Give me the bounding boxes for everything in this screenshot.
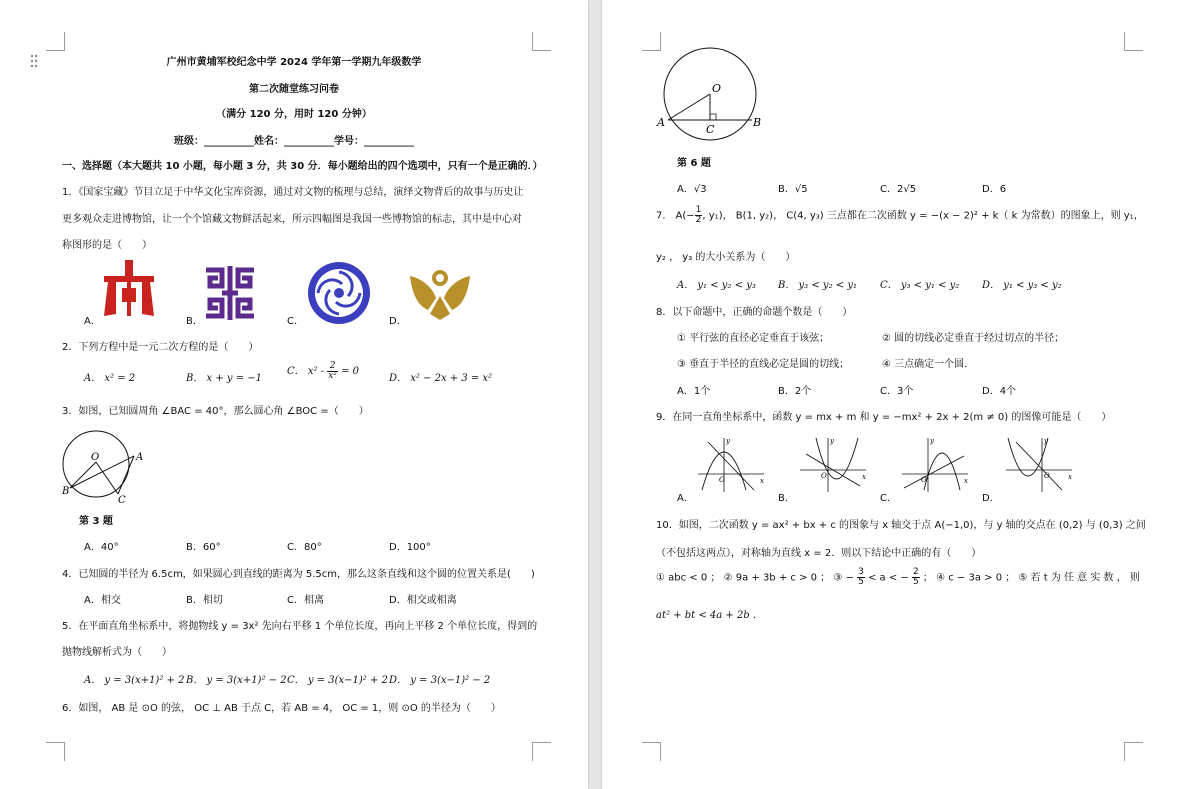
axis-label-x: x (1068, 473, 1072, 481)
q6-option-c: C．2√5 (880, 184, 917, 195)
axis-label-y: y (930, 437, 934, 445)
q8-option-d: D．4个 (982, 386, 1017, 397)
fig-label-c: C (706, 123, 715, 136)
q5-option-d: D． y = 3(x−1)² − 2 (389, 675, 491, 686)
q5-option-c: C． y = 3(x−1)² + 2 (287, 675, 388, 686)
q1-option-b: B． (186, 316, 203, 327)
corner-mark (642, 742, 661, 761)
q1-option-c: C． (287, 316, 304, 327)
fraction-denominator: 2 (695, 215, 702, 225)
q8-option-b: B．2个 (778, 386, 812, 397)
q3-circle-figure (58, 422, 148, 506)
fraction-numerator: 2 (912, 567, 919, 577)
q9-stem: 9．在同一直角坐标系中，函数 y = mx + m 和 y = −mx² + 2x + 2(m ≠ 0) 的图像可能是（ ） (656, 412, 1112, 423)
q9-graph-c (898, 434, 972, 494)
q10-line1: 10．如图，二次函数 y = ax² + bx + c 的图象与 x 轴交于点 A(−1,0)，与 y 轴的交点在 (0,2) 与 (0,3) 之间 (656, 520, 1146, 531)
page-right (602, 0, 1190, 789)
fraction-denominator: x² (328, 371, 337, 381)
axis-label-x: x (964, 477, 968, 485)
q10-line3-part-a: ① abc < 0 ； ② 9a + 3b + c > 0 ； ③ − (656, 572, 854, 584)
q2-option-d: D． x² − 2x + 3 = x² (389, 373, 493, 384)
axis-label-y: y (830, 437, 834, 445)
q7-option-b: B． y₃ < y₂ < y₁ (778, 280, 857, 291)
q7-line1-pre: 7． A(− (656, 210, 695, 222)
axis-label-o: O (821, 472, 827, 480)
axis-label-o: O (921, 476, 927, 484)
q8-statement-2: ② 圆的切线必定垂直于经过切点的半径； (882, 333, 1065, 344)
museum-logo-red-icon (100, 258, 158, 320)
q6-option-b: B．√5 (778, 184, 808, 195)
fraction-denominator: 5 (912, 577, 919, 587)
q3-option-d: D．100° (389, 542, 431, 553)
q10-line3-part-b: < a < − (867, 572, 909, 584)
q2-option-c (287, 362, 359, 381)
axis-label-o: O (1044, 472, 1050, 480)
q9-graph-b (796, 434, 870, 494)
q10-line3-part-c: ； ④ c − 3a > 0 ； ⑤ 若 t 为 任 意 实 数 ， 则 (922, 572, 1140, 584)
q2-option-a: A． x² = 2 (84, 373, 136, 384)
q8-statement-3: ③ 垂直于半径的直线必定是圆的切线； (677, 359, 850, 370)
museum-logo-gold-icon (408, 266, 472, 322)
fig-label-o: O (712, 82, 722, 95)
axis-label-x: x (862, 473, 866, 481)
q2-option-c-pre: C． x² - (287, 366, 325, 377)
q9-graph-d (1002, 434, 1076, 494)
q3-stem: 3．如图，已知圆周角 ∠BAC = 40°，那么圆心角 ∠BOC =（ ） (62, 406, 369, 417)
q4-option-b: B．相切 (186, 595, 223, 606)
q9-option-c: C． (880, 493, 897, 504)
q5-option-a: A． y = 3(x+1)² + 2 (84, 675, 185, 686)
exam-score-info: （满分 120 分，用时 120 分钟） (216, 109, 372, 120)
q2-option-c-post: = 0 (341, 366, 360, 377)
q9-option-d: D． (982, 493, 1000, 504)
q7-line1-post: , y₁)， B(1, y₂)， C(4, y₃) 三点都在二次函数 y = −(x − 2)² + k（ k 为常数）的图象上，则 y₁， (702, 210, 1144, 222)
q1-line3: 称图形的是（ ） (62, 240, 152, 251)
q5-option-b: B． y = 3(x+1)² − 2 (186, 675, 287, 686)
fig-label-a: A (657, 116, 665, 129)
q7-option-d: D． y₁ < y₃ < y₂ (982, 280, 1062, 291)
fraction-numerator: 1 (695, 205, 702, 215)
q9-option-b: B． (778, 493, 795, 504)
q1-option-d: D． (389, 316, 407, 327)
fraction-denominator: 5 (858, 577, 864, 587)
museum-logo-blue-icon (304, 260, 374, 326)
q8-option-a: A．1个 (677, 386, 711, 397)
q10-fraction-1 (857, 568, 865, 587)
corner-mark (1124, 742, 1143, 761)
fig-label-a: A (136, 452, 144, 463)
fraction-numerator: 2 (327, 362, 338, 372)
fig-label-o: O (91, 452, 100, 463)
student-info-line: 班级：__________姓名：__________学号：__________ (174, 136, 414, 147)
q3-figure-caption: 第 3 题 (79, 516, 113, 527)
q6-circle-figure (654, 46, 766, 142)
axis-label-y: y (1044, 437, 1048, 445)
corner-mark (532, 32, 551, 51)
q8-statement-4: ④ 三点确定一个圆． (882, 359, 975, 370)
q7-option-a: A． y₁ < y₂ < y₃ (677, 280, 756, 291)
q6-stem: 6．如图， AB 是 ⊙O 的弦， OC ⊥ AB 于点 C，若 AB = 4， OC = 1，则 ⊙O 的半径为（ ） (62, 703, 501, 714)
q3-option-a: A．40° (84, 542, 119, 553)
q9-option-a: A． (677, 493, 694, 504)
corner-mark (532, 742, 551, 761)
fig-label-c: C (118, 495, 126, 506)
q3-option-c: C．80° (287, 542, 322, 553)
q7-option-c: C． y₃ < y₁ < y₂ (880, 280, 960, 291)
q9-graph-a (694, 434, 768, 494)
q10-line4: at² + bt < 4a + 2b . (656, 610, 757, 621)
corner-mark (46, 32, 65, 51)
page-left (0, 0, 588, 789)
exam-subtitle: 第二次随堂练习问卷 (249, 84, 339, 95)
q2-option-c-fraction (327, 362, 338, 381)
q4-option-c: C．相离 (287, 595, 324, 606)
q7-line2: y₂ ， y₃ 的大小关系为（ ） (656, 252, 796, 263)
axis-label-x: x (760, 477, 764, 485)
q1-line2: 更多观众走进博物馆，让一个个馆藏文物鲜活起来，所示四幅图是我国一些博物馆的标志，其中是中心对 (62, 214, 522, 225)
q2-option-b: B． x + y = −1 (186, 373, 263, 384)
corner-mark (46, 742, 65, 761)
q10-line3 (656, 568, 1140, 587)
q4-option-a: A．相交 (84, 595, 121, 606)
q5-line2: 抛物线解析式为（ ） (62, 647, 172, 658)
q8-option-c: C．3个 (880, 386, 914, 397)
corner-mark (1124, 32, 1143, 51)
q1-option-a: A． (84, 316, 101, 327)
q5-line1: 5．在平面直角坐标系中，将抛物线 y = 3x² 先向右平移 1 个单位长度，再向上平移 2 个单位长度，得到的 (62, 621, 538, 632)
q10-fraction-2 (912, 568, 920, 587)
q2-stem: 2．下列方程中是一元二次方程的是（ ） (62, 342, 259, 353)
q6-option-a: A．√3 (677, 184, 707, 195)
q4-option-d: D．相交或相离 (389, 595, 457, 606)
fig-label-b: B (62, 486, 70, 497)
axis-label-y: y (726, 437, 730, 445)
section-heading: 一、选择题（本大题共 10 小题，每小题 3 分，共 30 分．每小题给出的四个选项中，只有一个是正确的．） (62, 161, 543, 172)
axis-label-o: O (719, 476, 725, 484)
fig-label-b: B (753, 116, 762, 129)
q6-figure-caption: 第 6 题 (677, 158, 711, 169)
q6-option-d: D．6 (982, 184, 1007, 195)
q8-stem: 8．以下命题中，正确的命题个数是（ ） (656, 307, 853, 318)
q7-line1 (656, 206, 1144, 225)
q3-option-b: B．60° (186, 542, 221, 553)
museum-logo-purple-icon (202, 264, 258, 322)
q4-stem: 4．已知圆的半径为 6.5cm，如果圆心到直线的距离为 5.5cm，那么这条直线和这个圆的位置关系是( ) (62, 569, 535, 580)
exam-title: 广州市黄埔军校纪念中学 2024 学年第一学期九年级数学 (166, 57, 422, 68)
fraction-numerator: 3 (858, 567, 864, 577)
q10-line2: （不包括这两点），对称轴为直线 x = 2．则以下结论中正确的有（ ） (656, 548, 982, 559)
q8-statement-1: ① 平行弦的直径必定垂直于该弦； (677, 333, 830, 344)
q1-line1: 1．《国家宝藏》节目立足于中华文化宝库资源，通过对文物的梳理与总结，演绎文物背后的故事与历史让 (62, 187, 524, 198)
